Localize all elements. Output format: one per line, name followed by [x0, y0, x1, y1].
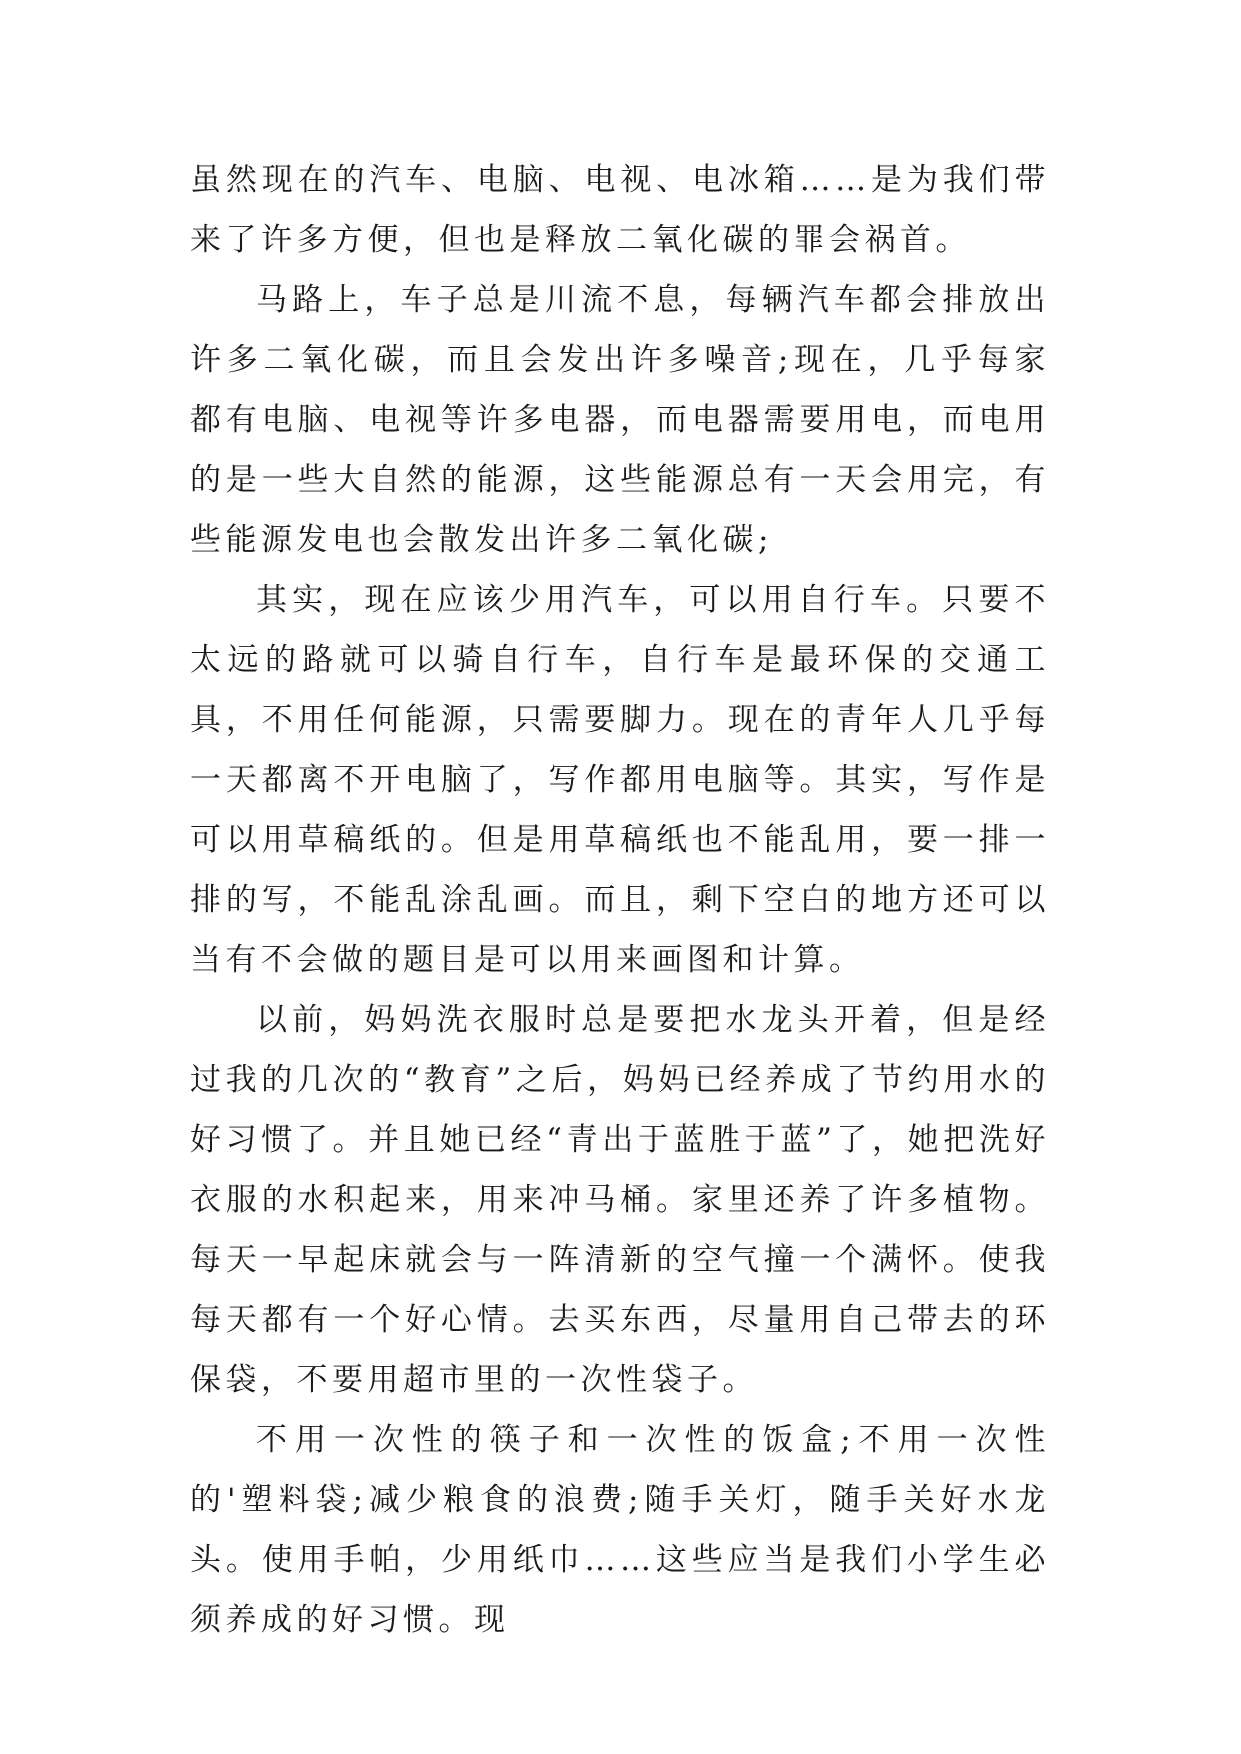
paragraph-2: 马路上，车子总是川流不息，每辆汽车都会排放出许多二氧化碳，而且会发出许多噪音;现在，几乎每家都有电脑、电视等许多电器，而电器需要用电，而电用的是一些大自然的能源，这些能源总有一天会用完，有些能源发电也会散发出许多二氧化碳; [190, 282, 1050, 558]
paragraph-4: 以前，妈妈洗衣服时总是要把水龙头开着，但是经过我的几次的“教育”之后，妈妈已经养成了节约用水的好习惯了。并且她已经“青出于蓝胜于蓝”了，她把洗好衣服的水积起来，用来冲马桶。家里还养了许多植物。每天一早起床就会与一阵清新的空气撞一个满怀。使我每天都有一个好心情。去买东西，尽量用自己带去的环保袋，不要用超市里的一次性袋子。 [190, 1002, 1050, 1398]
paragraph-3: 其实，现在应该少用汽车，可以用自行车。只要不太远的路就可以骑自行车，自行车是最环保的交通工具，不用任何能源，只需要脚力。现在的青年人几乎每一天都离不开电脑了，写作都用电脑等。其实，写作是可以用草稿纸的。但是用草稿纸也不能乱用，要一排一排的写，不能乱涂乱画。而且，剩下空白的地方还可以当有不会做的题目是可以用来画图和计算。 [190, 582, 1050, 978]
paragraph-1: 虽然现在的汽车、电脑、电视、电冰箱……是为我们带来了许多方便，但也是释放二氧化碳的罪会祸首。 [190, 162, 1050, 258]
paragraph-5: 不用一次性的筷子和一次性的饭盒;不用一次性的'塑料袋;减少粮食的浪费;随手关灯，随手关好水龙头。使用手帕，少用纸巾……这些应当是我们小学生必须养成的好习惯。现 [190, 1422, 1050, 1638]
document-body [190, 150, 1050, 1650]
